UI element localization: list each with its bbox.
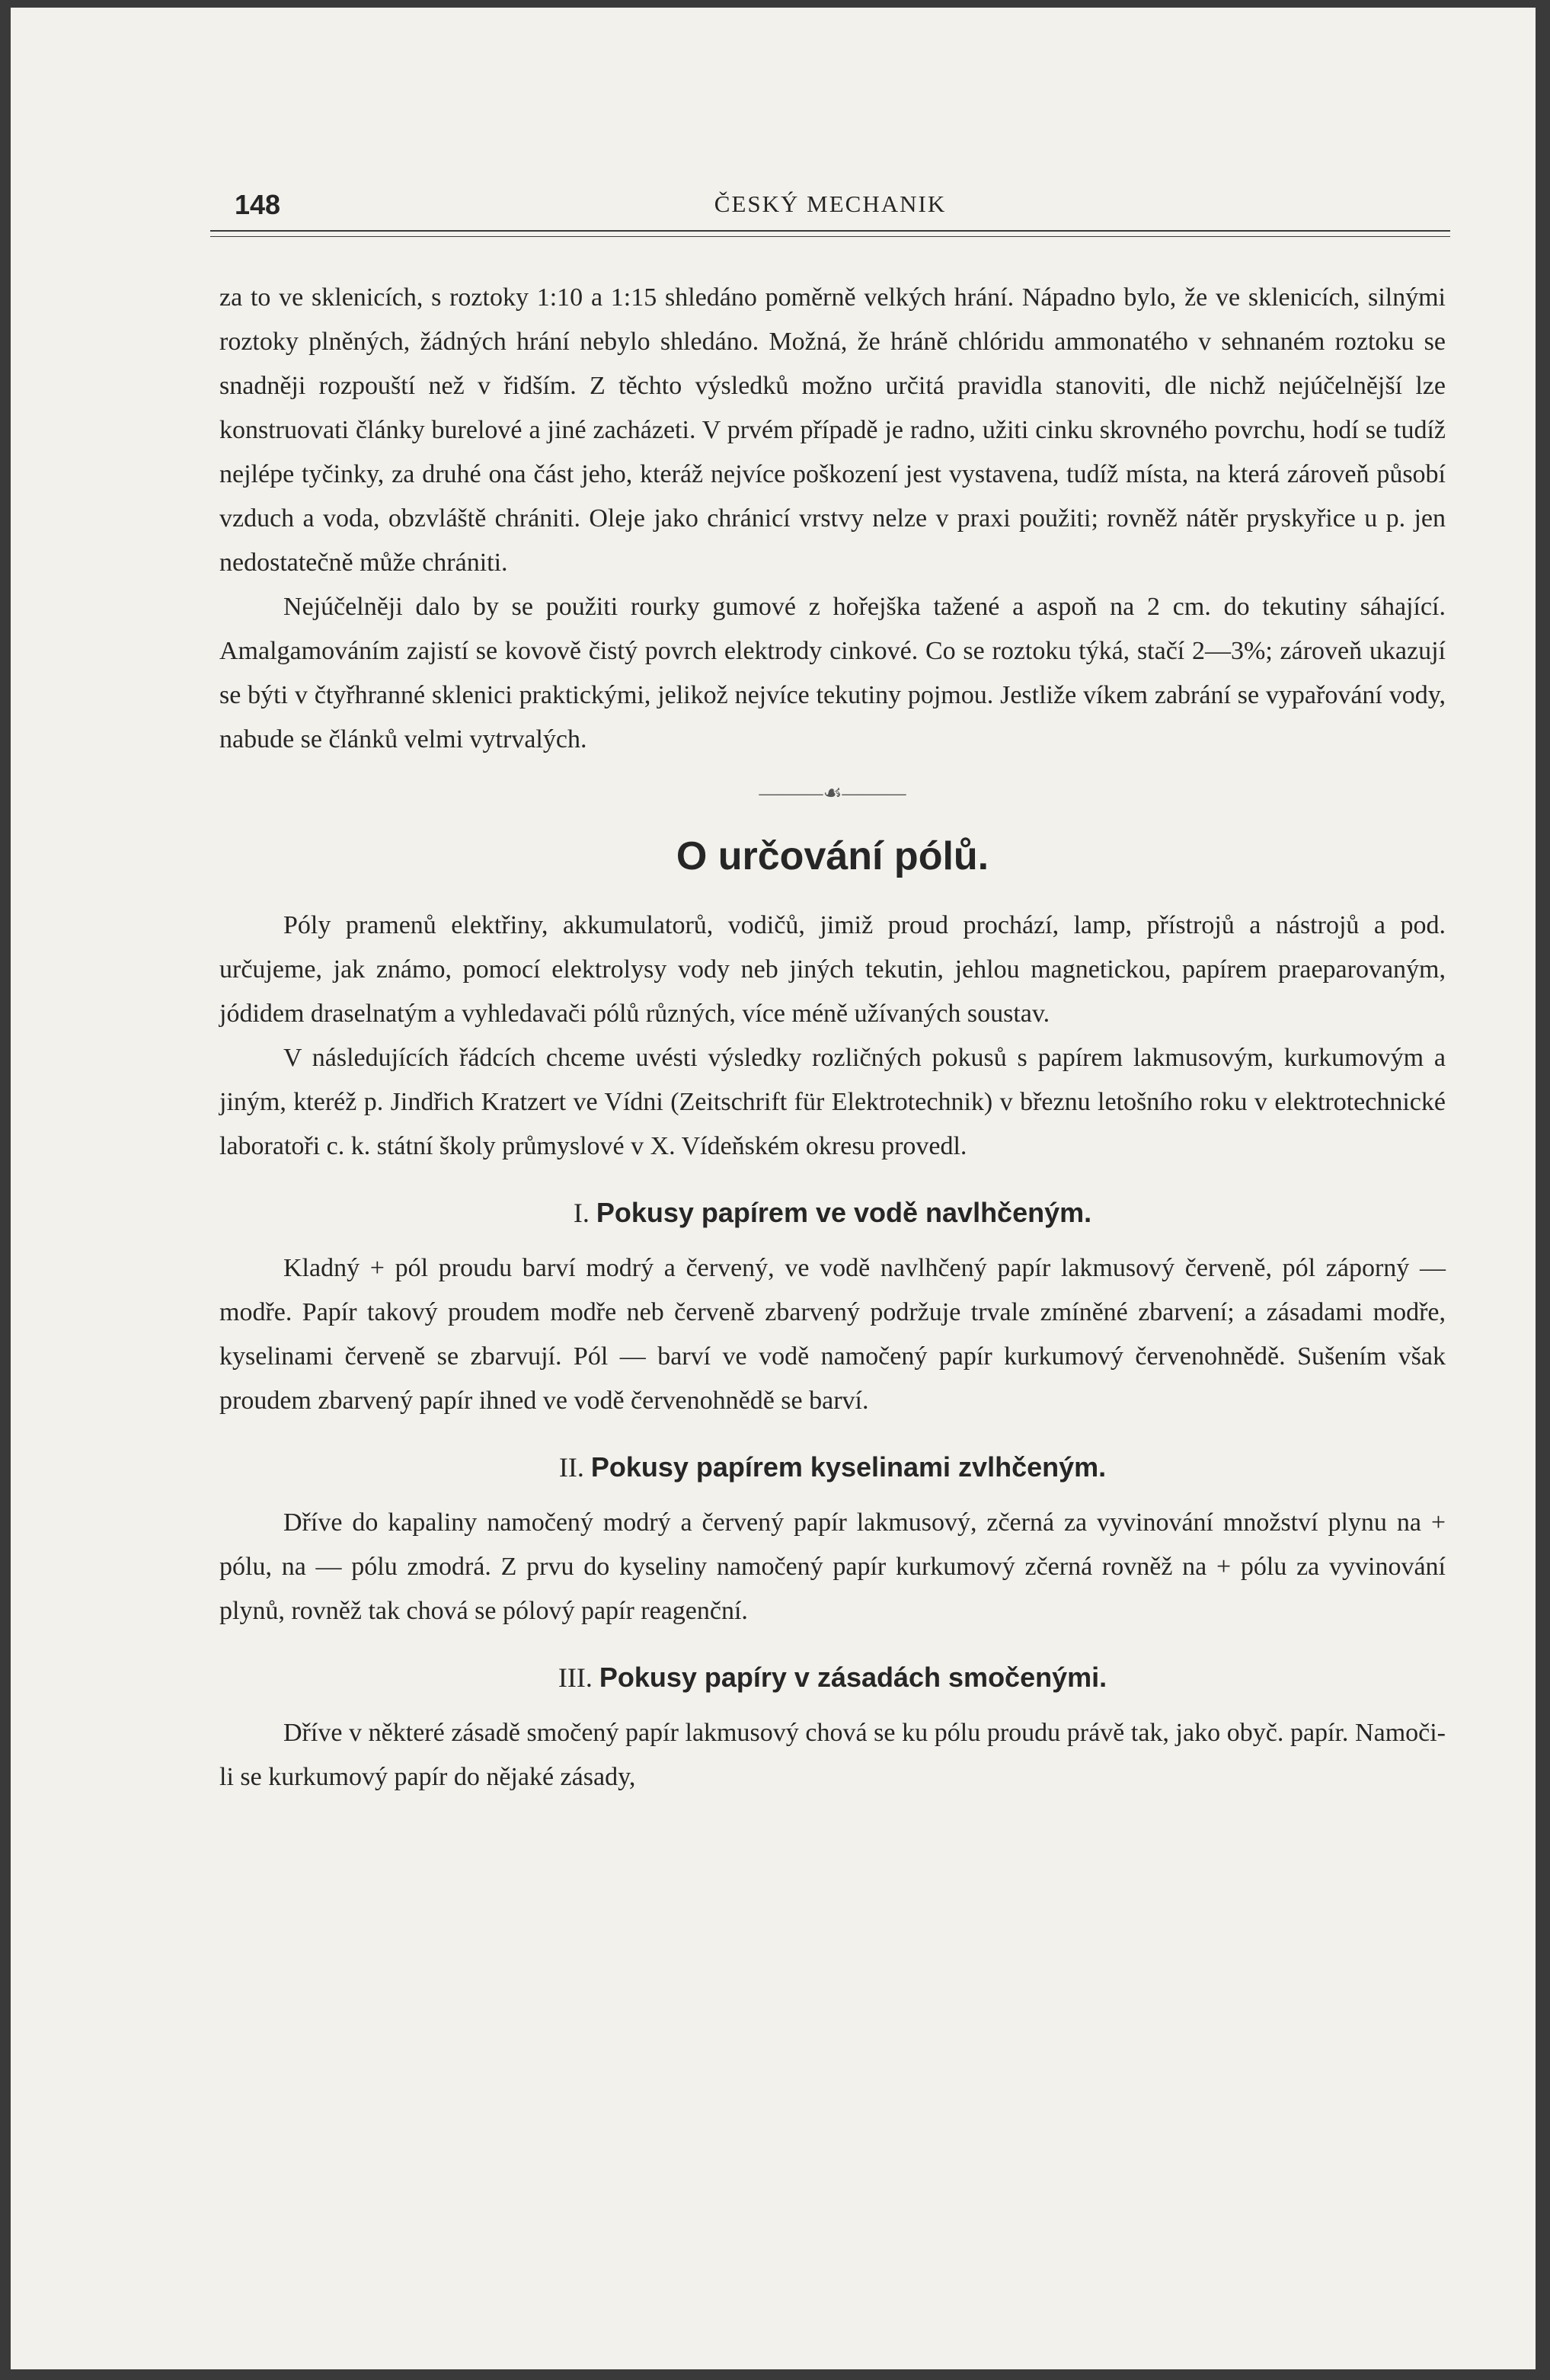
section-paragraph: Dříve do kapaliny namočený modrý a červený papír lakmusový, zčerná za vyvinování množství plynu na + pólu, na — pólu zmodrá. Z prvu do kyseliny namočený papír kurkumový zčerná rovněž na + pólu za vyvinování plynů, rovněž tak chová se pólový papír reagenční. (219, 1508, 1446, 1625)
page-number: 148 (235, 189, 281, 220)
intro-paragraph: Nejúčelněji dalo by se použiti rourky gumové z hořejška tažené a aspoň na 2 cm. do tekutiny sáhající. Amalgamováním zajistí se kovově čistý povrch elektrody cinkové. Co se roztoku týká, stačí 2—3%; zároveň ukazují se býti v čtyřhranné sklenici praktickými, jelikož nejvíce tekutiny pojmou. Jestliže víkem zabrání se vypařování vody, nabude se článků velmi vytrvalých. (219, 593, 1446, 753)
section-heading-3 (219, 1656, 1446, 1699)
section-heading-2 (219, 1446, 1446, 1489)
section-title: Pokusy papírem kyselinami zvlhčeným. (590, 1451, 1107, 1483)
section-title: Pokusy papírem ve vodě navlhčeným. (596, 1197, 1092, 1228)
body-text (219, 276, 1446, 1799)
section-ornament: ———☙——— (759, 782, 906, 805)
scanned-page (11, 8, 1536, 2369)
article-title: O určování pólů. (676, 834, 989, 878)
article-paragraph: V následujících řádcích chceme uvésti výsledky rozličných pokusů s papírem lakmusovým, kurkumovým a jiným, kteréž p. Jindřich Kratzert ve Vídni (Zeitschrift für Elektrotechnik) v březnu letošního roku v elektrotechnické laboratoři c. k. státní školy průmyslové v X. Vídeňském okresu provedl. (219, 1044, 1446, 1160)
section-title: Pokusy papíry v zásadách smočenými. (599, 1662, 1107, 1693)
intro-paragraph: za to ve sklenicích, s roztoky 1:10 a 1:15 shledáno poměrně velkých hrání. Nápadno bylo, že ve sklenicích, silnými roztoky plněných, žádných hrání nebylo shledáno. Možná, že hráně chlóridu ammonatého v sehnaném roztoku se snadněji rozpouští než v řidším. Z těchto výsledků možno určitá pravidla stanoviti, dle nichž nejúčelnější lze konstruovati články burelové a jiné zacházeti. V prvém případě je radno, užiti cinku skrovného povrchu, hodí se tudíž nejlépe tyčinky, za druhé ona část jeho, kteráž nejvíce poškození jest vystavena, tudíž místa, na která zároveň působí vzduch a voda, obzvláště chrániti. Oleje jako chránicí vrstvy nelze v praxi použiti; rovněž nátěr pryskyřice u p. jen nedostatečně může chrániti. (219, 283, 1446, 577)
page-header (210, 189, 1450, 222)
article-paragraph: Póly pramenů elektřiny, akkumulatorů, vodičů, jimiž proud prochází, lamp, přístrojů a nástrojů a pod. určujeme, jak známo, pomocí elektrolysy vody neb jiných tekutin, jehlou magnetickou, papírem praeparovaným, jódidem draselnatým a vyhledavači pólů různých, více méně užívaných soustav. (219, 911, 1446, 1028)
section-numeral: II. (558, 1452, 584, 1483)
section-numeral: III. (558, 1662, 593, 1693)
section-paragraph: Kladný + pól proudu barví modrý a červený, ve vodě navlhčený papír lakmusový červeně, pól záporný — modře. Papír takový proudem modře neb červeně zbarvený podržuje trvale zmíněné zbarvení; a zásadami modře, kyselinami červeně se zbarvují. Pól — barví ve vodě namočený papír kurkumový červenohnědě. Sušením však proudem zbarvený papír ihned ve vodě červenohnědě se barví. (219, 1254, 1446, 1415)
section-numeral: I. (573, 1198, 590, 1228)
running-head: ČESKÝ MECHANIK (714, 190, 947, 217)
header-rule (210, 230, 1450, 237)
section-paragraph: Dříve v některé zásadě smočený papír lakmusový chová se ku pólu proudu právě tak, jako obyč. papír. Namoči-li se kurkumový papír do nějaké zásady, (219, 1719, 1446, 1791)
section-heading-1 (219, 1192, 1446, 1234)
